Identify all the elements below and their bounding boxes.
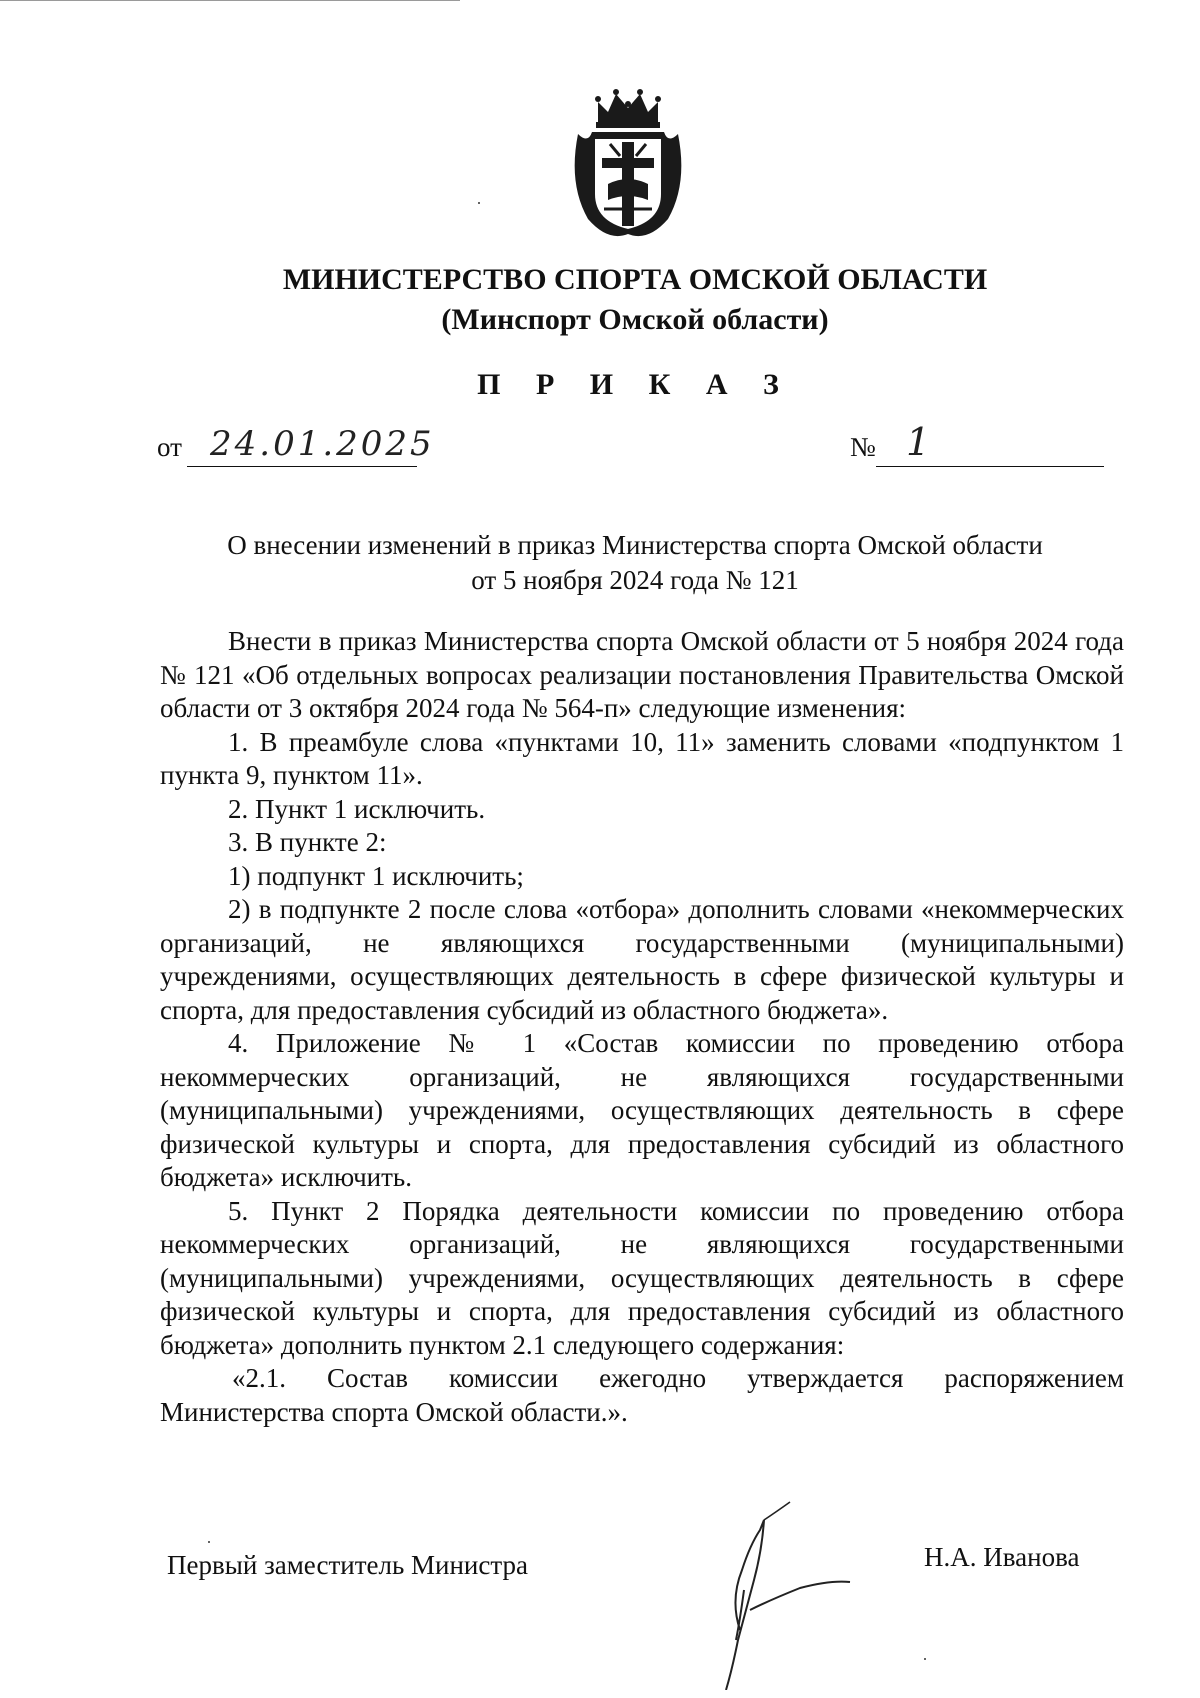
- date-prefix: от: [157, 432, 182, 462]
- number-prefix: №: [850, 432, 876, 462]
- document-type: П Р И К А З: [477, 368, 793, 401]
- body-paragraph: 3. В пункте 2:: [228, 827, 387, 857]
- coat-of-arms-emblem: [568, 84, 688, 242]
- number-underline: [876, 466, 1104, 467]
- order-subject: [190, 528, 1080, 598]
- ministry-header: [0, 260, 1200, 340]
- scan-speck: [208, 1541, 210, 1543]
- scan-edge: [0, 0, 460, 1]
- ministry-short-name: (Минспорт Омской области): [441, 303, 829, 336]
- date-underline: [187, 466, 417, 467]
- body-paragraph: 2. Пункт 1 исключить.: [228, 793, 486, 824]
- body-paragraph: Внести в приказ Министерства спорта Омской области от 5 ноября 2024 года № 121 «Об отдельных вопросах реализации постановления Правительства Омской области от 3 октября 2024 года № 564-п» следующие изменения:: [160, 626, 1124, 723]
- body-paragraph: 1. В преамбуле слова «пунктами 10, 11» заменить словами «подпунктом 1 пункта 9, пунктом 11».: [160, 726, 1124, 790]
- scan-speck: [924, 1658, 926, 1660]
- body-paragraph: 4. Приложение № 1 «Состав комиссии по проведению отбора некоммерческих организаций, не являющихся государственными (муниципальными) учреждениями, осуществляющих деятельность в сфере физической культуры и спорта, для предоставления субсидий из областного бюджета» исключить.: [160, 1028, 1124, 1192]
- ministry-name: МИНИСТЕРСТВО СПОРТА ОМСКОЙ ОБЛАСТИ: [282, 263, 988, 296]
- signatory-position: Первый заместитель Министра: [167, 1550, 528, 1580]
- handwritten-signature: [680, 1490, 880, 1690]
- body-paragraph: 1) подпункт 1 исключить;: [228, 860, 524, 891]
- signatory-name: Н.А. Иванова: [924, 1542, 1080, 1572]
- subject-line-1: О внесении изменений в приказ Министерства спорта Омской области: [227, 530, 1043, 560]
- subject-line-2: от 5 ноября 2024 года № 121: [471, 565, 799, 595]
- body-paragraph: 2) в подпункте 2 после слова «отбора» дополнить словами «некоммерческих организаций, не являющихся государственными (муниципальными) учреждениями, осуществляющих деятельность в сфере физической культуры и спорта, для предоставления субсидий из областного бюджета».: [160, 894, 1124, 1025]
- order-body: [160, 625, 1124, 1429]
- number-value: 1: [906, 420, 931, 464]
- body-paragraph: «2.1. Состав комиссии ежегодно утверждается распоряжением Министерства спорта Омской области.».: [160, 1363, 1124, 1427]
- date-value: 24.01.2025: [210, 424, 435, 464]
- body-paragraph: 5. Пункт 2 Порядка деятельности комиссии по проведению отбора некоммерческих организаций, не являющихся государственными (муниципальными) учреждениями, осуществляющих деятельность в сфере физической культуры и спорта, для предоставления субсидий из областного бюджета» дополнить пунктом 2.1 следующего содержания:: [160, 1195, 1124, 1360]
- scan-speck: [478, 202, 480, 204]
